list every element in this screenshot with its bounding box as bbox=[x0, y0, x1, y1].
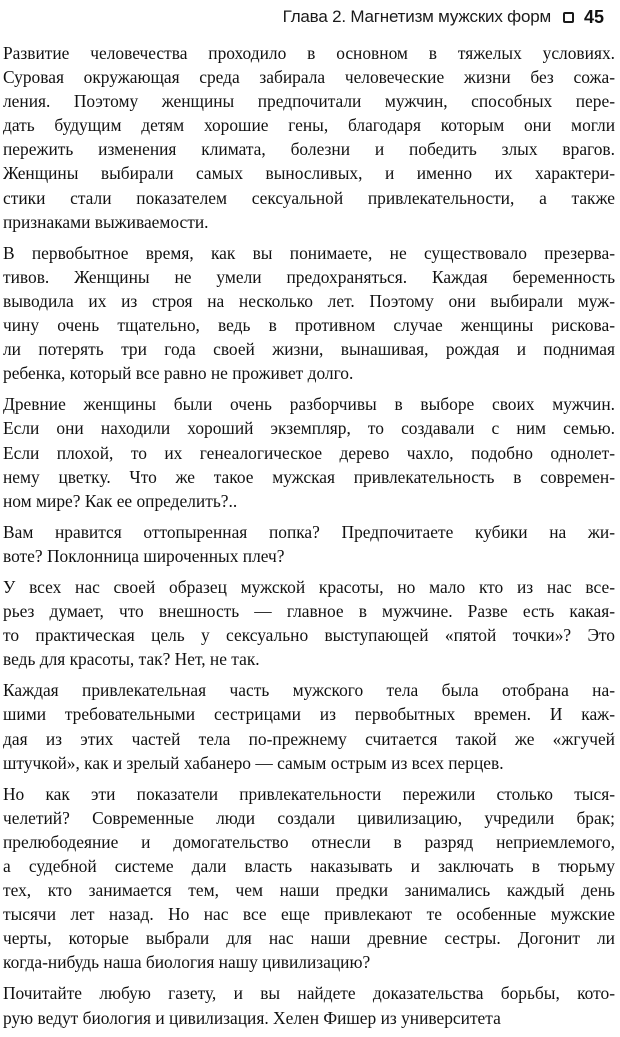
text-line: Суровая окружающая среда забирала человеческие жизни без сожа- bbox=[3, 67, 615, 88]
text-line: признаками выживаемости. bbox=[3, 211, 209, 232]
text-line: выводила их из строя на несколько лет. Поэтому они выбирали муж- bbox=[3, 290, 615, 311]
page-header bbox=[0, 0, 620, 34]
text-line: воте? Поклонница широченных плеч? bbox=[3, 545, 285, 566]
paragraph bbox=[3, 392, 615, 512]
text-line: тех, кто занимается тем, чем наши предки занимались каждый день bbox=[3, 880, 615, 901]
text-line: то практическая цель у сексуально выступающей «пятой точки»? Это bbox=[3, 625, 615, 646]
text-line: тивов. Женщины не умели предохраняться. Каждая беременность bbox=[3, 266, 615, 287]
text-line: ребенка, который все равно не проживет долго. bbox=[3, 363, 354, 384]
paragraph bbox=[3, 782, 615, 975]
text-line: нему цветку. Что же такое мужская привлекательность в современ- bbox=[3, 466, 615, 487]
text-line: челетий? Современные люди создали цивилизацию, учредили брак; bbox=[3, 807, 615, 828]
text-line: Развитие человечества проходило в основном в тяжелых условиях. bbox=[3, 43, 615, 63]
text-line: дая из этих частей тела по-прежнему считается такой же «жгучей bbox=[3, 728, 615, 749]
text-line: шими требовательными сестрицами из первобытных времен. И каж- bbox=[3, 704, 615, 725]
paragraph bbox=[3, 41, 615, 234]
running-head: Глава 2. Магнетизм мужских форм bbox=[282, 7, 551, 26]
text-line: ления. Поэтому женщины предпочитали мужчин, способных пере- bbox=[3, 91, 615, 112]
text-line: ли потерять три года своей жизни, вынашивая, рождая и поднимая bbox=[3, 339, 615, 360]
text-line: Но как эти показатели привлекательности пережили столько тыся- bbox=[3, 783, 615, 804]
text-line: Почитайте любую газету, и вы найдете доказательства борьбы, кото- bbox=[3, 983, 615, 1004]
text-line: а судебной системе дали власть наказывать и заключать в тюрьму bbox=[3, 856, 615, 876]
text-line: Древние женщины были очень разборчивы в выборе своих мужчин. bbox=[3, 394, 615, 415]
text-line: В первобытное время, как вы понимаете, не существовало презерва- bbox=[3, 242, 615, 263]
text-line: прелюбодеяние и домогательство отнесли в разряд неприемлемого, bbox=[3, 831, 615, 852]
text-line: ном мире? Как ее определить?.. bbox=[3, 490, 238, 511]
text-line: Вам нравится оттопыренная попка? Предпочитаете кубики на жи- bbox=[3, 521, 615, 542]
text-line: Если плохой, то их генеалогическое дерево чахло, подобно однолет- bbox=[3, 442, 615, 463]
text-line: рьез думает, что внешность — главное в мужчине. Разве есть какая- bbox=[3, 601, 615, 622]
paragraph bbox=[3, 241, 615, 386]
text-line: тысячи лет назад. Но нас все еще привлекают те особенные мужские bbox=[3, 904, 615, 925]
paragraph bbox=[3, 575, 615, 671]
text-line: чину очень тщательно, ведь в противном случае женщины рискова- bbox=[3, 315, 615, 336]
paragraph bbox=[3, 981, 615, 1029]
text-line: пережить изменения климата, болезни и победить злых врагов. bbox=[3, 139, 615, 160]
square-bullet-icon bbox=[563, 12, 574, 23]
text-line: Каждая привлекательная часть мужского тела была отобрана на- bbox=[3, 680, 615, 701]
page-number: 45 bbox=[583, 6, 604, 27]
text-line: Если они находили хороший экземпляр, то создавали с ним семью. bbox=[3, 418, 615, 439]
text-line: дать будущим детям хорошие гены, благодаря которым они могли bbox=[3, 115, 615, 136]
text-line: ведь для красоты, так? Нет, не так. bbox=[3, 649, 260, 670]
text-line: стики стали показателем сексуальной привлекательности, а также bbox=[3, 187, 615, 208]
text-line: Женщины выбирали самых выносливых, и именно их характери- bbox=[3, 163, 615, 184]
text-line: У всех нас своей образец мужской красоты, но мало кто из нас все- bbox=[3, 576, 615, 597]
text-line: рую ведут биология и цивилизация. Хелен Фишер из университета bbox=[3, 1007, 501, 1028]
body-text bbox=[3, 41, 615, 1037]
paragraph bbox=[3, 678, 615, 774]
text-line: черты, которые выбрали для нас наши древние сестры. Догонит ли bbox=[3, 928, 615, 949]
text-line: штучкой», как и зрелый хабанеро — самым острым из всех перцев. bbox=[3, 752, 504, 773]
paragraph bbox=[3, 520, 615, 568]
text-line: когда-нибудь наша биология нашу цивилизацию? bbox=[3, 952, 371, 973]
